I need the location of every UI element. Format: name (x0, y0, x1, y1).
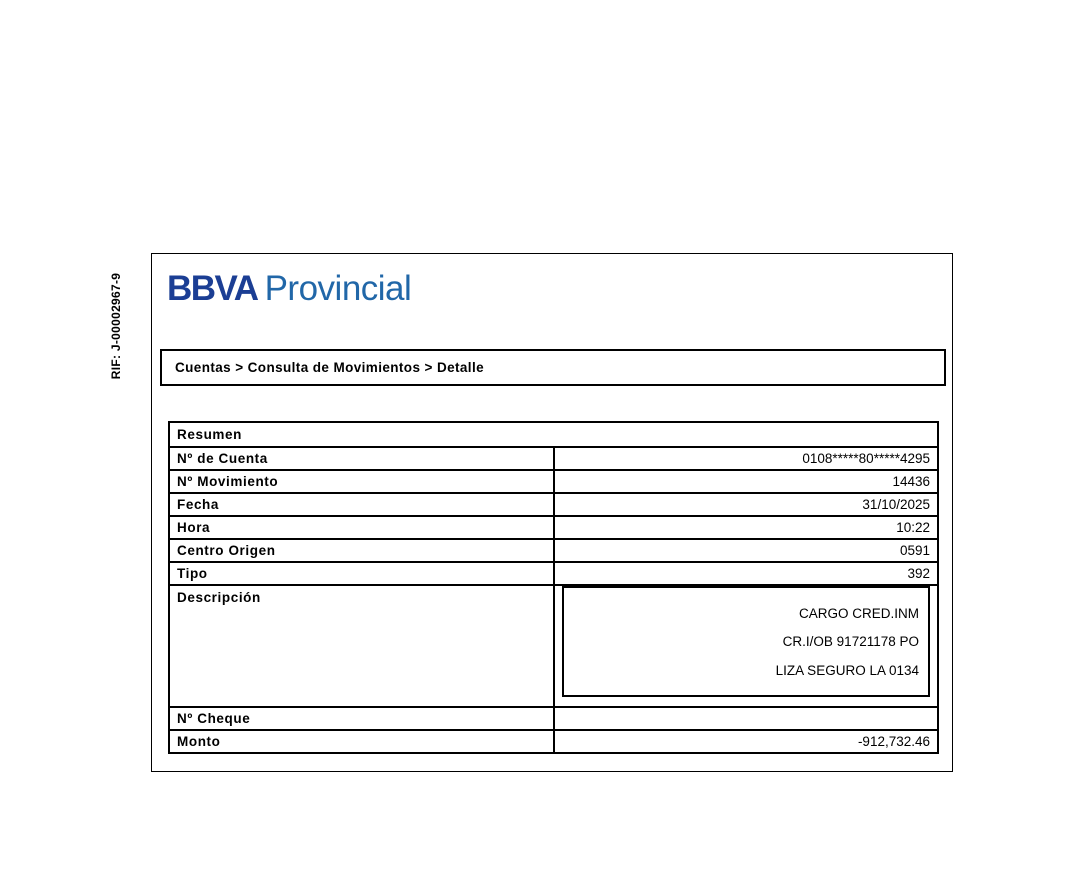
table-row-account (169, 447, 938, 470)
date-value: 31/10/2025 (554, 493, 939, 516)
rif-vertical-label: RIF: J-00002967-9 (109, 272, 123, 380)
account-number-value: 0108*****80*****4295 (554, 447, 939, 470)
cheque-number-value (554, 707, 939, 730)
summary-title: Resumen (169, 422, 938, 447)
date-label: Fecha (169, 493, 554, 516)
summary-header-row (169, 422, 938, 447)
origin-center-label: Centro Origen (169, 539, 554, 562)
time-value: 10:22 (554, 516, 939, 539)
movement-number-value: 14436 (554, 470, 939, 493)
description-box (562, 586, 931, 697)
table-row-origin-center (169, 539, 938, 562)
type-label: Tipo (169, 562, 554, 585)
description-line-1: CARGO CRED.INM (798, 605, 919, 621)
breadcrumb-text: Cuentas > Consulta de Movimientos > Detalle (175, 360, 485, 375)
description-line-3: LIZA SEGURO LA 0134 (775, 662, 919, 678)
table-row-amount (169, 730, 938, 753)
amount-value: -912,732.46 (554, 730, 939, 753)
bank-logo (167, 271, 411, 307)
description-line-2: CR.I/OB 91721178 PO (782, 634, 919, 649)
table-row-description (169, 585, 938, 707)
movement-number-label: Nº Movimiento (169, 470, 554, 493)
bank-logo-name: Provincial (264, 269, 412, 308)
cheque-number-label: Nº Cheque (169, 707, 554, 730)
table-row-type (169, 562, 938, 585)
origin-center-value: 0591 (554, 539, 939, 562)
bank-logo-brand: BBVA (167, 269, 258, 308)
table-row-cheque (169, 707, 938, 730)
document-frame (151, 253, 953, 772)
amount-label: Monto (169, 730, 554, 753)
description-label: Descripción (169, 585, 554, 707)
breadcrumb (160, 349, 946, 386)
account-number-label: Nº de Cuenta (169, 447, 554, 470)
table-row-movement (169, 470, 938, 493)
description-cell (554, 585, 939, 707)
summary-table (168, 421, 939, 754)
type-value: 392 (554, 562, 939, 585)
table-row-date (169, 493, 938, 516)
time-label: Hora (169, 516, 554, 539)
table-row-time (169, 516, 938, 539)
